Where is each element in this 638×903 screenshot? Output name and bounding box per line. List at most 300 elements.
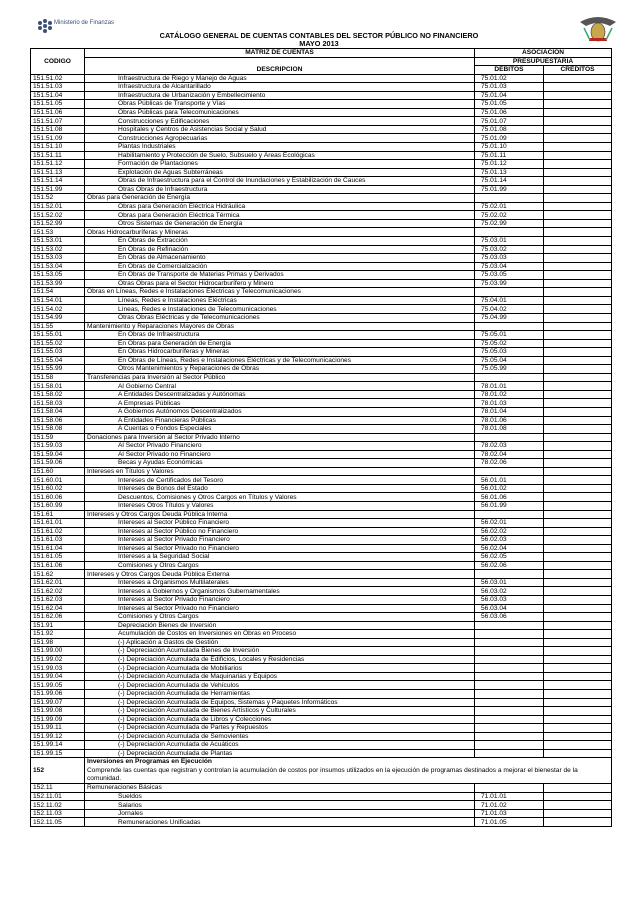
row-description: Intereses a la Seguridad Social bbox=[85, 553, 475, 562]
row-code: 151.51.07 bbox=[31, 117, 85, 126]
row-description: Intereses a Organismos Multilaterales bbox=[85, 578, 475, 587]
row-creditos bbox=[544, 254, 612, 263]
table-row bbox=[31, 134, 612, 143]
table-row bbox=[31, 262, 612, 271]
row-code: 151.58.01 bbox=[31, 382, 85, 391]
row-debitos: 56.01.06 bbox=[475, 493, 544, 502]
row-description: Intereses al Sector Público no Financiero bbox=[85, 527, 475, 536]
row-code: 151.51.06 bbox=[31, 108, 85, 117]
row-description: Becas y Ayudas Económicas bbox=[85, 459, 475, 468]
row-code: 151.61.02 bbox=[31, 527, 85, 536]
row-debitos: 75.03.01 bbox=[475, 237, 544, 246]
row-description: En Obras para Generación de Energía bbox=[85, 339, 475, 348]
row-description: A Entidades Financieras Públicas bbox=[85, 416, 475, 425]
row-code: 151.59.04 bbox=[31, 450, 85, 459]
row-debitos bbox=[475, 467, 544, 476]
row-description: En Obras de Infraestructura bbox=[85, 331, 475, 340]
table-row bbox=[31, 638, 612, 647]
header-asociacion: ASOCIACION bbox=[475, 49, 612, 58]
row-debitos bbox=[475, 638, 544, 647]
row-debitos bbox=[475, 621, 544, 630]
row-debitos: 75.04.02 bbox=[475, 305, 544, 314]
row-code: 151.53 bbox=[31, 228, 85, 237]
row-creditos bbox=[544, 151, 612, 160]
table-row bbox=[31, 425, 612, 434]
row-creditos bbox=[544, 219, 612, 228]
table-row-group-152 bbox=[31, 758, 612, 784]
row-code: 151.55.01 bbox=[31, 331, 85, 340]
row-code: 151.62.04 bbox=[31, 604, 85, 613]
row-creditos bbox=[544, 741, 612, 750]
row-debitos: 75.01.12 bbox=[475, 160, 544, 169]
row-debitos: 78.01.08 bbox=[475, 425, 544, 434]
row-code: 151.99.03 bbox=[31, 664, 85, 673]
row-description: Intereses al Sector Privado no Financiero bbox=[85, 604, 475, 613]
row-code: 151.51.03 bbox=[31, 83, 85, 92]
row-code: 151.55.03 bbox=[31, 348, 85, 357]
row-creditos bbox=[544, 818, 612, 827]
table-row bbox=[31, 228, 612, 237]
row-code: 152.11.05 bbox=[31, 818, 85, 827]
row-debitos: 56.01.02 bbox=[475, 484, 544, 493]
table-row bbox=[31, 151, 612, 160]
row-code: 151.51.13 bbox=[31, 168, 85, 177]
row-description: En Obras de Comercialización bbox=[85, 262, 475, 271]
row-code: 151.59.06 bbox=[31, 459, 85, 468]
table-row bbox=[31, 348, 612, 357]
row-creditos bbox=[544, 365, 612, 374]
table-row bbox=[31, 356, 612, 365]
table-row bbox=[31, 390, 612, 399]
table-row bbox=[31, 83, 612, 92]
row-debitos: 56.03.03 bbox=[475, 596, 544, 605]
row-creditos bbox=[544, 647, 612, 656]
table-row bbox=[31, 501, 612, 510]
row-creditos bbox=[544, 732, 612, 741]
table-row bbox=[31, 194, 612, 203]
row-creditos bbox=[544, 202, 612, 211]
row-creditos bbox=[544, 459, 612, 468]
row-code: 152.11 bbox=[31, 784, 85, 793]
row-code: 151.99.06 bbox=[31, 690, 85, 699]
row-creditos bbox=[544, 91, 612, 100]
row-creditos bbox=[544, 279, 612, 288]
row-description: Intereses y Otros Cargos Deuda Pública Externa bbox=[85, 570, 475, 579]
row-debitos: 75.01.09 bbox=[475, 134, 544, 143]
row-creditos bbox=[544, 527, 612, 536]
row-description: Construcciones y Edificaciones bbox=[85, 117, 475, 126]
row-code: 151.62.02 bbox=[31, 587, 85, 596]
row-creditos bbox=[544, 484, 612, 493]
group-description bbox=[85, 758, 612, 784]
row-debitos: 75.01.13 bbox=[475, 168, 544, 177]
table-row bbox=[31, 672, 612, 681]
row-debitos bbox=[475, 570, 544, 579]
row-creditos bbox=[544, 313, 612, 322]
row-debitos: 75.01.05 bbox=[475, 100, 544, 109]
row-debitos: 71.01.03 bbox=[475, 809, 544, 818]
row-code: 151.98 bbox=[31, 638, 85, 647]
row-code: 151.51.08 bbox=[31, 125, 85, 134]
row-debitos: 78.01.02 bbox=[475, 390, 544, 399]
row-description: Líneas, Redes e Instalaciones de Telecomunicaciones bbox=[85, 305, 475, 314]
row-debitos: 75.01.04 bbox=[475, 91, 544, 100]
row-creditos bbox=[544, 83, 612, 92]
row-description: En Obras de Extracción bbox=[85, 237, 475, 246]
row-code: 151.55.02 bbox=[31, 339, 85, 348]
table-row bbox=[31, 296, 612, 305]
row-description: Al Sector Privado no Financiero bbox=[85, 450, 475, 459]
row-description: Intereses al Sector Privado Financiero bbox=[85, 596, 475, 605]
row-code: 151.52 bbox=[31, 194, 85, 203]
row-debitos: 75.01.11 bbox=[475, 151, 544, 160]
row-code: 151.99.02 bbox=[31, 655, 85, 664]
row-code: 151.58 bbox=[31, 373, 85, 382]
row-creditos bbox=[544, 425, 612, 434]
row-description: Acumulación de Costos en Inversiones en Obras en Proceso bbox=[85, 630, 475, 639]
row-creditos bbox=[544, 271, 612, 280]
row-creditos bbox=[544, 630, 612, 639]
row-code: 151.55 bbox=[31, 322, 85, 331]
header-debitos: DÉBITOS bbox=[475, 66, 544, 75]
row-creditos bbox=[544, 561, 612, 570]
row-creditos bbox=[544, 331, 612, 340]
row-creditos bbox=[544, 433, 612, 442]
table-row bbox=[31, 536, 612, 545]
row-creditos bbox=[544, 664, 612, 673]
row-creditos bbox=[544, 296, 612, 305]
table-row bbox=[31, 433, 612, 442]
row-description: Transferencias para Inversión al Sector Público bbox=[85, 373, 475, 382]
header-codigo: CODIGO bbox=[31, 49, 85, 75]
table-row bbox=[31, 365, 612, 374]
row-code: 151.99.08 bbox=[31, 707, 85, 716]
row-code: 151.99.00 bbox=[31, 647, 85, 656]
row-code: 151.60.06 bbox=[31, 493, 85, 502]
row-code: 151.61.05 bbox=[31, 553, 85, 562]
table-row bbox=[31, 784, 612, 793]
row-debitos: 75.04.01 bbox=[475, 296, 544, 305]
header-descripcion: DESCRIPCION bbox=[85, 57, 475, 74]
row-description: Otras Obras de Infraestructura bbox=[85, 185, 475, 194]
row-description: (-) Depreciación Acumulada de Edificios, Locales y Residencias bbox=[85, 655, 475, 664]
row-description: Otros Sistemas de Generación de Energía bbox=[85, 219, 475, 228]
row-debitos: 75.04.99 bbox=[475, 313, 544, 322]
row-creditos bbox=[544, 698, 612, 707]
table-row bbox=[31, 561, 612, 570]
row-description: Intereses Otros Títulos y Valores bbox=[85, 501, 475, 510]
row-code: 151.99.11 bbox=[31, 724, 85, 733]
row-description: (-) Depreciación Acumulada Bienes de Inversión bbox=[85, 647, 475, 656]
row-description: Explotación de Aguas Subterráneas bbox=[85, 168, 475, 177]
row-creditos bbox=[544, 655, 612, 664]
table-row bbox=[31, 202, 612, 211]
row-code: 151.62.03 bbox=[31, 596, 85, 605]
row-description: Intereses de Certificados del Tesoro bbox=[85, 476, 475, 485]
row-code: 151.51.11 bbox=[31, 151, 85, 160]
row-debitos: 78.02.06 bbox=[475, 459, 544, 468]
row-debitos: 56.02.06 bbox=[475, 561, 544, 570]
row-code: 151.61.06 bbox=[31, 561, 85, 570]
table-row bbox=[31, 91, 612, 100]
table-row bbox=[31, 313, 612, 322]
row-description: Remuneraciones Unificadas bbox=[85, 818, 475, 827]
row-description: Otras Obras Eléctricas y de Telecomunicaciones bbox=[85, 313, 475, 322]
row-code: 151.58.04 bbox=[31, 407, 85, 416]
table-row bbox=[31, 664, 612, 673]
row-code: 151.99.14 bbox=[31, 741, 85, 750]
table-row bbox=[31, 74, 612, 83]
row-code: 151.55.99 bbox=[31, 365, 85, 374]
row-description: A Cuentas o Fondos Especiales bbox=[85, 425, 475, 434]
table-row bbox=[31, 621, 612, 630]
row-code: 151.55.04 bbox=[31, 356, 85, 365]
table-row bbox=[31, 604, 612, 613]
row-code: 151.52.01 bbox=[31, 202, 85, 211]
table-row bbox=[31, 510, 612, 519]
row-description: (-) Depreciación Acumulada de Partes y Repuestos bbox=[85, 724, 475, 733]
row-debitos: 71.01.01 bbox=[475, 792, 544, 801]
row-creditos bbox=[544, 792, 612, 801]
table-row bbox=[31, 331, 612, 340]
row-debitos bbox=[475, 707, 544, 716]
row-description: Salarios bbox=[85, 801, 475, 810]
row-creditos bbox=[544, 339, 612, 348]
row-code: 151.53.03 bbox=[31, 254, 85, 263]
row-debitos bbox=[475, 698, 544, 707]
row-creditos bbox=[544, 245, 612, 254]
row-code: 152 bbox=[31, 758, 85, 784]
row-description: Obras de Infraestructura para el Control de Inundaciones y Estabilización de Cauces bbox=[85, 177, 475, 186]
row-debitos: 56.03.06 bbox=[475, 613, 544, 622]
row-description: Otros Mantenimientos y Reparaciones de Obras bbox=[85, 365, 475, 374]
row-creditos bbox=[544, 613, 612, 622]
table-row bbox=[31, 237, 612, 246]
row-description: Remuneraciones Básicas bbox=[85, 784, 475, 793]
row-creditos bbox=[544, 784, 612, 793]
table-row bbox=[31, 160, 612, 169]
row-code: 151.60 bbox=[31, 467, 85, 476]
row-description: Construcciones Agropecuarias bbox=[85, 134, 475, 143]
row-debitos: 75.02.02 bbox=[475, 211, 544, 220]
table-row bbox=[31, 271, 612, 280]
row-description: Plantas Industriales bbox=[85, 143, 475, 152]
table-row bbox=[31, 108, 612, 117]
row-creditos bbox=[544, 356, 612, 365]
table-row bbox=[31, 818, 612, 827]
row-code: 151.59 bbox=[31, 433, 85, 442]
table-row bbox=[31, 801, 612, 810]
row-description: Descuentos, Comisiones y Otros Cargos en Títulos y Valores bbox=[85, 493, 475, 502]
table-row bbox=[31, 254, 612, 263]
table-row bbox=[31, 527, 612, 536]
row-debitos: 71.01.02 bbox=[475, 801, 544, 810]
group-text: Comprende las cuentas que registran y controlan la acumulación de costos por insumos utilizados en la ejecución de programas destinados a mejorar el bienestar de la comunidad. bbox=[87, 766, 578, 782]
header-matriz: MATRIZ DE CUENTAS bbox=[85, 49, 475, 58]
row-description: (-) Depreciación Acumulada de Herramientas bbox=[85, 690, 475, 699]
table-row bbox=[31, 698, 612, 707]
row-description: Otras Obras para el Sector Hidrocarburífero y Minero bbox=[85, 279, 475, 288]
row-debitos: 56.03.04 bbox=[475, 604, 544, 613]
row-code: 151.91 bbox=[31, 621, 85, 630]
row-code: 151.62 bbox=[31, 570, 85, 579]
row-code: 151.54 bbox=[31, 288, 85, 297]
row-creditos bbox=[544, 143, 612, 152]
row-code: 151.58.06 bbox=[31, 416, 85, 425]
row-code: 151.62.01 bbox=[31, 578, 85, 587]
row-creditos bbox=[544, 715, 612, 724]
row-creditos bbox=[544, 373, 612, 382]
row-creditos bbox=[544, 724, 612, 733]
row-description: En Obras de Transporte de Materias Primas y Derivados bbox=[85, 271, 475, 280]
row-description: Intereses al Sector Privado no Financiero bbox=[85, 544, 475, 553]
row-creditos bbox=[544, 536, 612, 545]
table-row bbox=[31, 373, 612, 382]
table-row bbox=[31, 382, 612, 391]
row-debitos bbox=[475, 655, 544, 664]
row-debitos: 75.01.03 bbox=[475, 83, 544, 92]
row-debitos bbox=[475, 433, 544, 442]
row-description: Líneas, Redes e Instalaciones Eléctricas bbox=[85, 296, 475, 305]
row-debitos: 75.05.01 bbox=[475, 331, 544, 340]
table-row bbox=[31, 219, 612, 228]
table-row bbox=[31, 185, 612, 194]
row-creditos bbox=[544, 690, 612, 699]
table-row bbox=[31, 125, 612, 134]
table-row bbox=[31, 578, 612, 587]
row-creditos bbox=[544, 348, 612, 357]
row-debitos: 56.01.99 bbox=[475, 501, 544, 510]
catalog-table bbox=[30, 48, 612, 827]
table-row bbox=[31, 690, 612, 699]
row-debitos bbox=[475, 510, 544, 519]
row-debitos: 56.01.01 bbox=[475, 476, 544, 485]
row-creditos bbox=[544, 168, 612, 177]
row-code: 151.53.02 bbox=[31, 245, 85, 254]
row-description: En Obras de Líneas, Redes e Instalaciones Eléctricas y de Telecomunicaciones bbox=[85, 356, 475, 365]
row-debitos: 75.01.08 bbox=[475, 125, 544, 134]
row-debitos: 75.03.02 bbox=[475, 245, 544, 254]
group-title: Inversiones en Programas en Ejecución bbox=[87, 758, 212, 766]
row-creditos bbox=[544, 125, 612, 134]
row-code: 151.51.02 bbox=[31, 74, 85, 83]
table-row bbox=[31, 117, 612, 126]
row-description: Hospitales y Centros de Asistencias Social y Salud bbox=[85, 125, 475, 134]
row-creditos bbox=[544, 390, 612, 399]
row-description: A Entidades Descentralizadas y Autónomas bbox=[85, 390, 475, 399]
row-description: Obras Públicas de Transporte y Vías bbox=[85, 100, 475, 109]
row-code: 151.58.03 bbox=[31, 399, 85, 408]
row-description: (-) Depreciación Acumulada de Maquinarias y Equipos bbox=[85, 672, 475, 681]
row-description: Depreciación Bienes de Inversión bbox=[85, 621, 475, 630]
row-creditos bbox=[544, 185, 612, 194]
row-creditos bbox=[544, 134, 612, 143]
row-description: En Obras Hidrocarburíferas y Mineras bbox=[85, 348, 475, 357]
row-code: 151.51.12 bbox=[31, 160, 85, 169]
row-description: Al Gobierno Central bbox=[85, 382, 475, 391]
row-description: Donaciones para Inversión al Sector Privado Interno bbox=[85, 433, 475, 442]
row-creditos bbox=[544, 578, 612, 587]
row-creditos bbox=[544, 399, 612, 408]
row-debitos: 56.02.01 bbox=[475, 519, 544, 528]
table-row bbox=[31, 279, 612, 288]
row-code: 151.51.04 bbox=[31, 91, 85, 100]
table-row bbox=[31, 168, 612, 177]
table-row bbox=[31, 450, 612, 459]
row-creditos bbox=[544, 553, 612, 562]
row-debitos: 56.02.04 bbox=[475, 544, 544, 553]
row-code: 151.58.02 bbox=[31, 390, 85, 399]
row-creditos bbox=[544, 382, 612, 391]
table-row bbox=[31, 553, 612, 562]
row-code: 151.51.99 bbox=[31, 185, 85, 194]
row-code: 151.51.09 bbox=[31, 134, 85, 143]
row-description: (-) Depreciación Acumulada de Equipos, Sistemas y Paquetes Informáticos bbox=[85, 698, 475, 707]
row-description: (-) Aplicación a Gastos de Gestión bbox=[85, 638, 475, 647]
row-creditos bbox=[544, 305, 612, 314]
row-debitos: 56.03.02 bbox=[475, 587, 544, 596]
row-description: En Obras de Refinación bbox=[85, 245, 475, 254]
row-debitos: 75.05.04 bbox=[475, 356, 544, 365]
row-debitos bbox=[475, 672, 544, 681]
row-debitos: 78.01.04 bbox=[475, 407, 544, 416]
table-row bbox=[31, 476, 612, 485]
row-creditos bbox=[544, 442, 612, 451]
row-creditos bbox=[544, 749, 612, 758]
header-presupuestaria: PRESUPUESTARIA bbox=[475, 57, 612, 66]
row-debitos bbox=[475, 630, 544, 639]
row-description: Sueldos bbox=[85, 792, 475, 801]
table-row bbox=[31, 288, 612, 297]
row-debitos: 56.02.02 bbox=[475, 527, 544, 536]
document-date: MAYO 2013 bbox=[299, 39, 339, 48]
row-debitos bbox=[475, 784, 544, 793]
row-debitos bbox=[475, 288, 544, 297]
row-debitos: 71.01.05 bbox=[475, 818, 544, 827]
table-row bbox=[31, 459, 612, 468]
row-description: Mantenimiento y Reparaciones Mayores de Obras bbox=[85, 322, 475, 331]
table-row bbox=[31, 715, 612, 724]
row-debitos: 56.02.03 bbox=[475, 536, 544, 545]
table-row bbox=[31, 707, 612, 716]
row-debitos: 75.05.99 bbox=[475, 365, 544, 374]
row-description: Infraestructura de Urbanización y Embellecimiento bbox=[85, 91, 475, 100]
table-row bbox=[31, 613, 612, 622]
row-creditos bbox=[544, 510, 612, 519]
row-code: 151.53.04 bbox=[31, 262, 85, 271]
row-code: 151.53.99 bbox=[31, 279, 85, 288]
row-debitos: 75.02.01 bbox=[475, 202, 544, 211]
row-code: 151.54.01 bbox=[31, 296, 85, 305]
row-creditos bbox=[544, 74, 612, 83]
row-creditos bbox=[544, 117, 612, 126]
row-creditos bbox=[544, 194, 612, 203]
row-description: Intereses y Otros Cargos Deuda Pública Interna bbox=[85, 510, 475, 519]
row-debitos: 78.02.03 bbox=[475, 442, 544, 451]
row-description: (-) Depreciación Acumulada de Semovientes bbox=[85, 732, 475, 741]
table-row bbox=[31, 655, 612, 664]
row-debitos bbox=[475, 681, 544, 690]
table-row bbox=[31, 519, 612, 528]
row-description: Obras para Generación Eléctrica Hidráulica bbox=[85, 202, 475, 211]
table-row bbox=[31, 732, 612, 741]
row-code: 151.99.07 bbox=[31, 698, 85, 707]
row-code: 151.61.03 bbox=[31, 536, 85, 545]
table-row bbox=[31, 305, 612, 314]
row-code: 151.92 bbox=[31, 630, 85, 639]
row-description: A Empresas Públicas bbox=[85, 399, 475, 408]
row-description: Intereses a Gobiernos y Organismos Gubernamentales bbox=[85, 587, 475, 596]
